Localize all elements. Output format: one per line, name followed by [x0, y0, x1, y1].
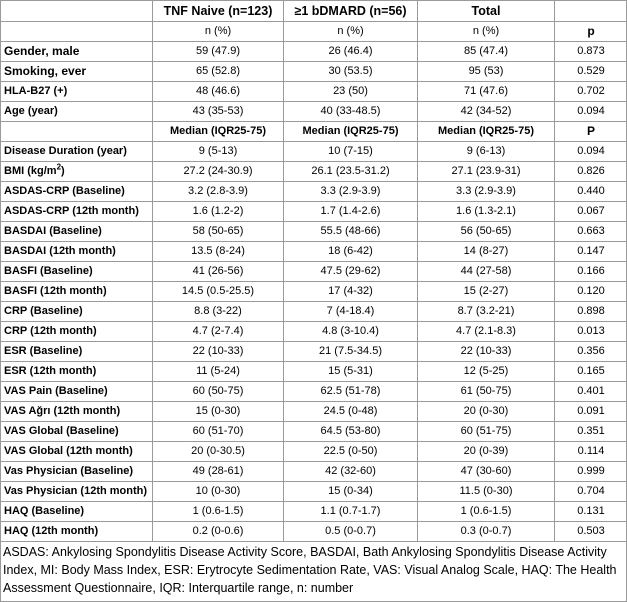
- row-label: BMI $(kg/m^2)$: [1, 162, 153, 182]
- row-label: BASDAI (Baseline): [1, 222, 153, 242]
- total-value: 60 (51-75): [418, 422, 555, 442]
- total-value: 11.5 (0-30): [418, 482, 555, 502]
- total-value: 15 (2-27): [418, 282, 555, 302]
- bdmard-value: 23 (50): [284, 82, 418, 102]
- table-row: [1, 462, 627, 482]
- total-value: 1 (0.6-1.5): [418, 502, 555, 522]
- p-value: 0.898: [555, 302, 627, 322]
- tnf-naive-value: 60 (51-70): [153, 422, 284, 442]
- tnf-naive-value: 41 (26-56): [153, 262, 284, 282]
- table-header-row: [1, 1, 627, 22]
- bdmard-value: 18 (6-42): [284, 242, 418, 262]
- p-value: 0.120: [555, 282, 627, 302]
- subheader-n-percent: n (%): [153, 22, 284, 42]
- table-row: [1, 322, 627, 342]
- total-value: 3.3 (2.9-3.9): [418, 182, 555, 202]
- row-label: Disease Duration (year): [1, 142, 153, 162]
- total-value: 42 (34-52): [418, 102, 555, 122]
- row-label: CRP (Baseline): [1, 302, 153, 322]
- total-value: 22 (10-33): [418, 342, 555, 362]
- row-label: HAQ (Baseline): [1, 502, 153, 522]
- p-value: 0.114: [555, 442, 627, 462]
- tnf-naive-value: 27.2 (24-30.9): [153, 162, 284, 182]
- bdmard-value: 22.5 (0-50): [284, 442, 418, 462]
- tnf-naive-value: 58 (50-65): [153, 222, 284, 242]
- table-row: [1, 102, 627, 122]
- p-value: 0.166: [555, 262, 627, 282]
- row-label: BASFI (12th month): [1, 282, 153, 302]
- table-row: [1, 382, 627, 402]
- row-label: VAS Global (Baseline): [1, 422, 153, 442]
- p-value: 0.440: [555, 182, 627, 202]
- bdmard-value: 62.5 (51-78): [284, 382, 418, 402]
- bdmard-value: 10 (7-15): [284, 142, 418, 162]
- tnf-naive-value: 9 (5-13): [153, 142, 284, 162]
- bdmard-value: 1.7 (1.4-2.6): [284, 202, 418, 222]
- tnf-naive-value: 22 (10-33): [153, 342, 284, 362]
- tnf-naive-value: 11 (5-24): [153, 362, 284, 382]
- table-row: [1, 442, 627, 462]
- tnf-naive-value: 4.7 (2-7.4): [153, 322, 284, 342]
- row-label: ESR (12th month): [1, 362, 153, 382]
- table-row: [1, 342, 627, 362]
- table-row: [1, 202, 627, 222]
- p-value: 0.503: [555, 522, 627, 542]
- bdmard-value: 21 (7.5-34.5): [284, 342, 418, 362]
- total-value: 1.6 (1.3-2.1): [418, 202, 555, 222]
- tnf-naive-value: 49 (28-61): [153, 462, 284, 482]
- p-value: 0.091: [555, 402, 627, 422]
- subheader-empty-cell: [1, 22, 153, 42]
- tnf-naive-value: 1.6 (1.2-2): [153, 202, 284, 222]
- row-label: ESR (Baseline): [1, 342, 153, 362]
- bdmard-value: 26 (46.4): [284, 42, 418, 62]
- tnf-naive-value: 65 (52.8): [153, 62, 284, 82]
- total-value: 47 (30-60): [418, 462, 555, 482]
- p-value: 0.999: [555, 462, 627, 482]
- row-label: VAS Ağrı (12th month): [1, 402, 153, 422]
- row-label: Age (year): [1, 102, 153, 122]
- total-value: 56 (50-65): [418, 222, 555, 242]
- header-tnf-naive: TNF Naive (n=123): [153, 1, 284, 22]
- bdmard-value: 7 (4-18.4): [284, 302, 418, 322]
- tnf-naive-value: 10 (0-30): [153, 482, 284, 502]
- header-p-empty: [555, 1, 627, 22]
- table-row: [1, 42, 627, 62]
- table-row: [1, 302, 627, 322]
- subheader-median-row: [1, 122, 627, 142]
- total-value: 95 (53): [418, 62, 555, 82]
- table-row: [1, 422, 627, 442]
- subheader-p: P: [555, 122, 627, 142]
- p-value: 0.094: [555, 102, 627, 122]
- p-value: 0.165: [555, 362, 627, 382]
- bdmard-value: 55.5 (48-66): [284, 222, 418, 242]
- subheader-median-iqr: Median (IQR25-75): [153, 122, 284, 142]
- p-value: 0.873: [555, 42, 627, 62]
- tnf-naive-value: 8.8 (3-22): [153, 302, 284, 322]
- row-label: Gender, male: [1, 42, 153, 62]
- row-label: HAQ (12th month): [1, 522, 153, 542]
- header-total: Total: [418, 1, 555, 22]
- row-label: Vas Physician (12th month): [1, 482, 153, 502]
- total-value: 14 (8-27): [418, 242, 555, 262]
- tnf-naive-value: 59 (47.9): [153, 42, 284, 62]
- bdmard-value: 26.1 (23.5-31.2): [284, 162, 418, 182]
- tnf-naive-value: 48 (46.6): [153, 82, 284, 102]
- tnf-naive-value: 43 (35-53): [153, 102, 284, 122]
- tnf-naive-value: 60 (50-75): [153, 382, 284, 402]
- total-value: 4.7 (2.1-8.3): [418, 322, 555, 342]
- total-value: 9 (6-13): [418, 142, 555, 162]
- p-value: 0.401: [555, 382, 627, 402]
- tnf-naive-value: 0.2 (0-0.6): [153, 522, 284, 542]
- bdmard-value: 1.1 (0.7-1.7): [284, 502, 418, 522]
- tnf-naive-value: 1 (0.6-1.5): [153, 502, 284, 522]
- row-label: ASDAS-CRP (Baseline): [1, 182, 153, 202]
- table-row: [1, 182, 627, 202]
- bdmard-value: 15 (0-34): [284, 482, 418, 502]
- tnf-naive-value: 20 (0-30.5): [153, 442, 284, 462]
- row-label: BASFI (Baseline): [1, 262, 153, 282]
- total-value: 12 (5-25): [418, 362, 555, 382]
- table-row: [1, 362, 627, 382]
- table-row: [1, 242, 627, 262]
- total-value: 27.1 (23.9-31): [418, 162, 555, 182]
- p-value: 0.013: [555, 322, 627, 342]
- table-row: [1, 82, 627, 102]
- tnf-naive-value: 15 (0-30): [153, 402, 284, 422]
- tnf-naive-value: 3.2 (2.8-3.9): [153, 182, 284, 202]
- row-label: VAS Global (12th month): [1, 442, 153, 462]
- bdmard-value: 47.5 (29-62): [284, 262, 418, 282]
- table-row: [1, 522, 627, 542]
- row-label: CRP (12th month): [1, 322, 153, 342]
- subheader-p: p: [555, 22, 627, 42]
- table-row: [1, 142, 627, 162]
- total-value: 8.7 (3.2-21): [418, 302, 555, 322]
- total-value: 0.3 (0-0.7): [418, 522, 555, 542]
- table-row: [1, 282, 627, 302]
- row-label: HLA-B27 (+): [1, 82, 153, 102]
- p-value: 0.356: [555, 342, 627, 362]
- total-value: 61 (50-75): [418, 382, 555, 402]
- total-value: 85 (47.4): [418, 42, 555, 62]
- subheader-n-percent: n (%): [284, 22, 418, 42]
- row-label: ASDAS-CRP (12th month): [1, 202, 153, 222]
- bdmard-value: 30 (53.5): [284, 62, 418, 82]
- p-value: 0.094: [555, 142, 627, 162]
- p-value: 0.702: [555, 82, 627, 102]
- header-bdmard: ≥1 bDMARD (n=56): [284, 1, 418, 22]
- p-value: 0.663: [555, 222, 627, 242]
- bdmard-value: 0.5 (0-0.7): [284, 522, 418, 542]
- tnf-naive-value: 13.5 (8-24): [153, 242, 284, 262]
- table-row: [1, 162, 627, 182]
- bdmard-value: 40 (33-48.5): [284, 102, 418, 122]
- subheader-counts-row: [1, 22, 627, 42]
- bdmard-value: 17 (4-32): [284, 282, 418, 302]
- total-value: 20 (0-30): [418, 402, 555, 422]
- total-value: 44 (27-58): [418, 262, 555, 282]
- subheader-median-iqr: Median (IQR25-75): [418, 122, 555, 142]
- p-value: 0.351: [555, 422, 627, 442]
- table-row: [1, 402, 627, 422]
- bdmard-value: 64.5 (53-80): [284, 422, 418, 442]
- p-value: 0.826: [555, 162, 627, 182]
- p-value: 0.529: [555, 62, 627, 82]
- row-label: BASDAI (12th month): [1, 242, 153, 262]
- table-row: [1, 222, 627, 242]
- table-row: [1, 502, 627, 522]
- bdmard-value: 3.3 (2.9-3.9): [284, 182, 418, 202]
- table-row: [1, 482, 627, 502]
- subheader-n-percent: n (%): [418, 22, 555, 42]
- row-label: Vas Physician (Baseline): [1, 462, 153, 482]
- table-row: [1, 262, 627, 282]
- bdmard-value: 42 (32-60): [284, 462, 418, 482]
- total-value: 71 (47.6): [418, 82, 555, 102]
- row-label: Smoking, ever: [1, 62, 153, 82]
- bdmard-value: 15 (5-31): [284, 362, 418, 382]
- p-value: 0.131: [555, 502, 627, 522]
- bdmard-value: 24.5 (0-48): [284, 402, 418, 422]
- p-value: 0.704: [555, 482, 627, 502]
- table-row: [1, 62, 627, 82]
- tnf-naive-value: 14.5 (0.5-25.5): [153, 282, 284, 302]
- subheader-empty-cell: [1, 122, 153, 142]
- total-value: 20 (0-39): [418, 442, 555, 462]
- p-value: 0.147: [555, 242, 627, 262]
- header-empty-cell: [1, 1, 153, 22]
- subheader-median-iqr: Median (IQR25-75): [284, 122, 418, 142]
- p-value: 0.067: [555, 202, 627, 222]
- row-label: VAS Pain (Baseline): [1, 382, 153, 402]
- table-footnote: ASDAS: Ankylosing Spondylitis Disease Activity Score, BASDAI, Bath Ankylosing Spondylitis Disease Activity Index, MI: Body Mass Index, ESR: Erytrocyte Sedimentation Rate, VAS: Visual Analog Scale, HAQ: The Health Assessment Questionnaire, IQR: Interquartile range, n: number: [3, 545, 617, 595]
- bdmard-value: 4.8 (3-10.4): [284, 322, 418, 342]
